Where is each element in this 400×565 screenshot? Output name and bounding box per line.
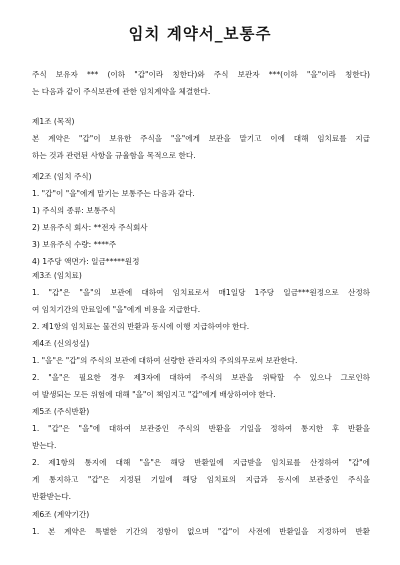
- article-line: 2. "을"은 필요한 경우 제3자에 대하여 주식의 보관을 위탁할 수 있으나 그로인하: [32, 373, 370, 382]
- article-line: 1) 주식의 종류: 보통주식: [32, 206, 116, 215]
- article-5: [32, 403, 370, 505]
- document-title: 임치 계약서_보통주: [128, 25, 272, 43]
- intro-line: 주식 보유자 *** (이하 "갑"이라 칭한다)와 주식 보관자 ***(이하 "을"이라 칭한다): [32, 70, 370, 79]
- article-line: 1. "갑"이 "을"에게 맡기는 보통주는 다음과 같다.: [32, 189, 195, 198]
- article-heading: 제5조 (주식반환): [32, 407, 90, 416]
- article-line: 2. 제1항의 통지에 대해 "을"은 해당 반환일에 지급받을 임치료를 산정하여 "갑"에: [32, 458, 370, 467]
- article-heading: 제6조 (계약기간): [32, 510, 90, 519]
- article-line: 1. "을"은 "갑"의 주식의 보관에 대하여 선량한 관리자의 주의의무로써 보관한다.: [32, 356, 298, 365]
- article-line: 4) 1주당 액면가: 일금*****원정: [32, 257, 140, 266]
- article-line: 받는다.: [32, 441, 57, 450]
- article-line: 2. 제1항의 임치료는 물건의 반환과 동시에 이행 지급하여야 한다.: [32, 322, 250, 331]
- article-line: 하는 것과 관련된 사항을 규율함을 목적으로 한다.: [32, 151, 196, 160]
- article-heading: 제1조 (목적): [32, 117, 75, 126]
- article-line: 1. "갑"은 "을"에 대하여 보관중인 주식의 반환을 기일을 정하여 통지한 후 반환을: [32, 424, 370, 433]
- article-2: [32, 168, 370, 270]
- article-3: [32, 267, 370, 335]
- article-heading: 제4조 (신의성실): [32, 339, 90, 348]
- article-heading: 제2조 (임치 주식): [32, 172, 92, 181]
- article-line: 1. 본 계약은 특별한 기간의 정함이 없으며 "갑"이 사전에 반환일을 지정하여 반환: [32, 527, 370, 536]
- article-line: 2) 보유주식 회사: **전자 주식회사: [32, 223, 148, 232]
- article-1: [32, 113, 370, 164]
- article-4: [32, 335, 370, 403]
- article-line: 본 계약은 "갑"이 보유한 주식을 "을"에게 보관을 맡기고 이에 대해 임치료를 지급: [32, 134, 370, 143]
- article-heading: 제3조 (임치료): [32, 271, 82, 280]
- article-line: 1. "갑"은 "을"의 보관에 대하여 임치료로서 매1일당 1주당 일금***원정으로 산정하: [32, 288, 370, 297]
- intro-line: 는 다음과 같이 주식보관에 관한 임치계약을 체결한다.: [32, 87, 211, 96]
- intro-paragraph: [32, 66, 370, 100]
- article-line: 반환받는다.: [32, 492, 72, 501]
- article-line: 여 임치기간의 만료일에 "을"에게 비용을 지급한다.: [32, 305, 201, 314]
- article-line: 3) 보유주식 수량: ****주: [32, 240, 117, 249]
- article-line: 여 발생되는 모든 위험에 대해 "을"이 책임지고 "갑"에게 배상하여야 한다.: [32, 390, 276, 399]
- article-line: 게 통지하고 "갑"은 지정된 기일에 해당 임치료의 지급과 동시에 보관중인 주식을: [32, 475, 370, 484]
- article-6: [32, 506, 370, 540]
